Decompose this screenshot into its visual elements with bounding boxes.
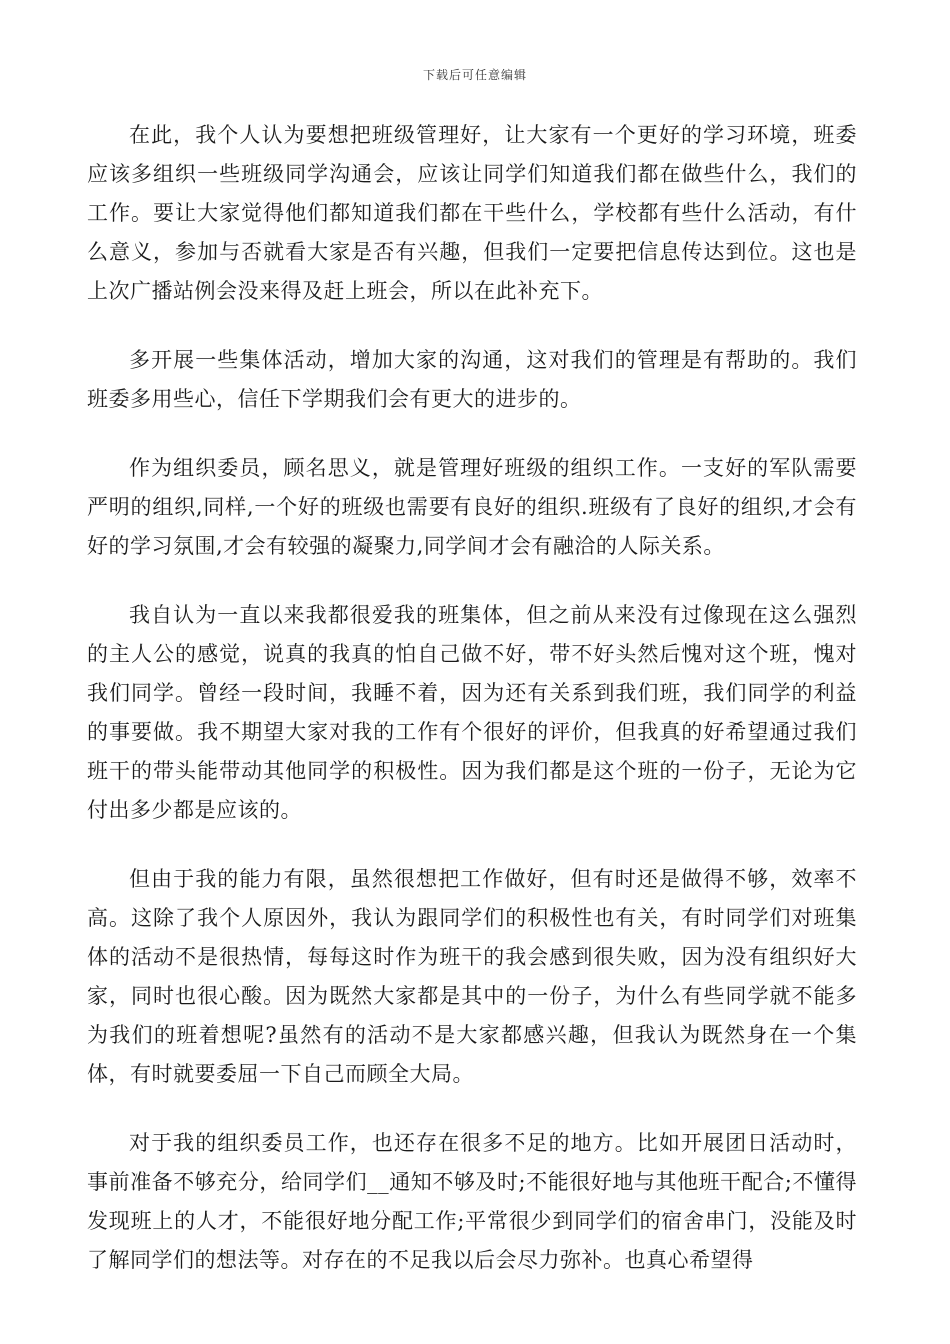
paragraph: 作为组织委员，顾名思义，就是管理好班级的组织工作。一支好的军队需要严明的组织,同样,一个好的班级也需要有良好的组织.班级有了良好的组织,才会有好的学习氛围,才会有较强的凝聚力,同学间才会有融洽的人际关系。 <box>87 456 857 558</box>
paragraph: 但由于我的能力有限，虽然很想把工作做好，但有时还是做得不够，效率不高。这除了我个人原因外，我认为跟同学们的积极性也有关，有时同学们对班集体的活动不是很热情，每每这时作为班干的我会感到很失败，因为没有组织好大家，同时也很心酸。因为既然大家都是其中的一份子，为什么有些同学就不能多为我们的班着想呢?虽然有的活动不是大家都感兴趣，但我认为既然身在一个集体，有时就要委屈一下自己而顾全大局。 <box>87 867 857 1086</box>
paragraph: 在此，我个人认为要想把班级管理好，让大家有一个更好的学习环境，班委应该多组织一些班级同学沟通会，应该让同学们知道我们都在做些什么，我们的工作。要让大家觉得他们都知道我们都在干些什么，学校都有些什么活动，有什么意义，参加与否就看大家是否有兴趣，但我们一定要把信息传达到位。这也是上次广播站例会没来得及赶上班会，所以在此补充下。 <box>87 123 857 303</box>
paragraph: 我自认为一直以来我都很爱我的班集体，但之前从来没有过像现在这么强烈的主人公的感觉，说真的我真的怕自己做不好，带不好头然后愧对这个班，愧对我们同学。曾经一段时间，我睡不着，因为还有关系到我们班，我们同学的利益的事要做。我不期望大家对我的工作有个很好的评价，但我真的好希望通过我们班干的带头能带动其他同学的积极性。因为我们都是这个班的一份子，无论为它付出多少都是应该的。 <box>87 603 857 822</box>
header-note: 下载后可任意编辑 <box>422 68 527 82</box>
paragraph: 多开展一些集体活动，增加大家的沟通，这对我们的管理是有帮助的。我们班委多用些心，信任下学期我们会有更大的进步的。 <box>87 348 857 411</box>
paragraph: 对于我的组织委员工作，也还存在很多不足的地方。比如开展团日活动时，事前准备不够充分，给同学们__通知不够及时;不能很好地与其他班干配合;不懂得发现班上的人才，不能很好地分配工作;平常很少到同学们的宿舍串门，没能及时了解同学们的想法等。对存在的不足我以后会尽力弥补。也真心希望得 <box>87 1131 857 1272</box>
document-body <box>87 116 857 1310</box>
